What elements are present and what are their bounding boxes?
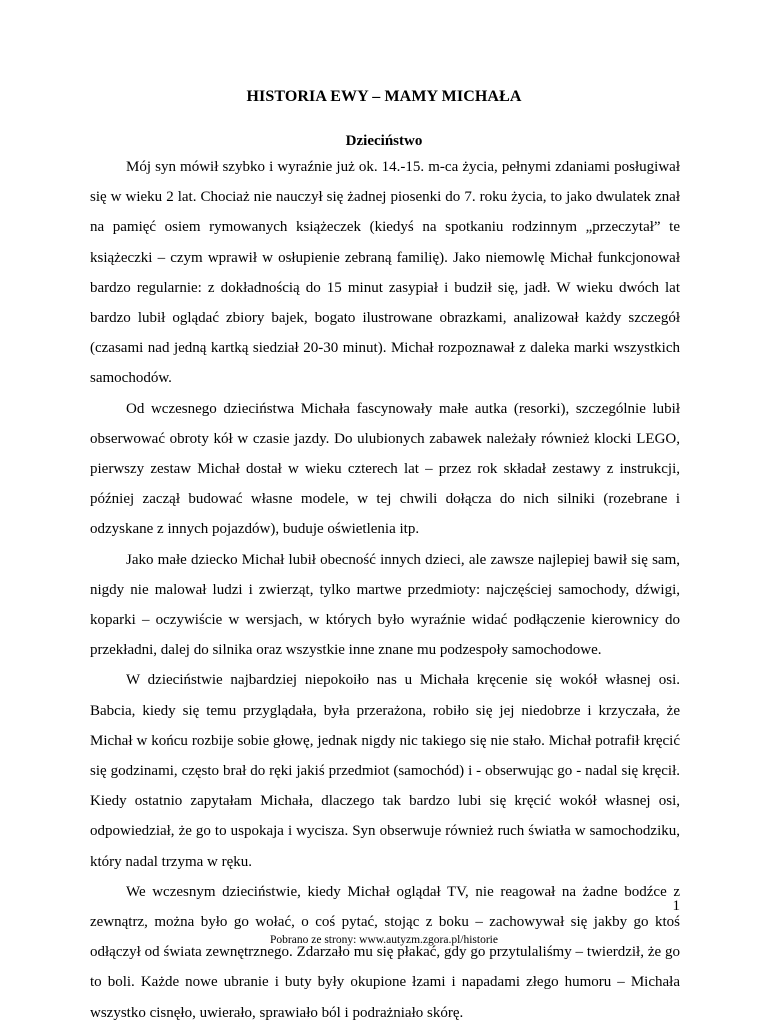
body-text: [90, 152, 680, 1028]
page-number: 1: [672, 898, 680, 914]
paragraph: Jako małe dziecko Michał lubił obecność innych dzieci, ale zawsze najlepiej bawił się sam, nigdy nie malował ludzi i zwierząt, tylko martwe przedmioty: najczęściej samochody, dźwigi, koparki – oczywiście w wersjach, w których było wyraźnie widać podłączenie kierownicy do przekładni, dalej do silnika oraz wszystkie inne znane mu podzespoły samochodowe.: [90, 551, 680, 659]
page-footer: Pobrano ze strony: www.autyzm.zgora.pl/historie: [270, 934, 498, 946]
paragraph: Od wczesnego dzieciństwa Michała fascynowały małe autka (resorki), szczególnie lubił obserwować obroty kół w czasie jazdy. Do ulubionych zabawek należały również klocki LEGO, pierwszy zestaw Michał dostał w wieku czterech lat – przez rok składał zestawy z instrukcji, później zaczął budować własne modele, w tej chwili dołącza do nich silniki (rozebrane i odzyskane z innych pojazdów), buduje oświetlenia itp.: [90, 400, 680, 538]
paragraph: W dzieciństwie najbardziej niepokoiło nas u Michała kręcenie się wokół własnej osi. Babcia, kiedy się temu przyglądała, była przerażona, robiło się jej niedobrze i krzyczała, że Michał w końcu rozbije sobie głowę, jednak nigdy nic takiego się nie stało. Michał potrafił kręcić się godzinami, często brał do ręki jakiś przedmiot (samochód) i - obserwując go - nadal się kręcił. Kiedy ostatnio zapytałam Michała, dlaczego tak bardzo lubi się kręcić wokół własnej osi, odpowiedział, że go to uspokaja i wycisza. Syn obserwuje również ruch światła w samochodziku, który nadal trzyma w ręku.: [90, 672, 680, 870]
paragraph: Mój syn mówił szybko i wyraźnie już ok. 14.-15. m-ca życia, pełnymi zdaniami posługiwał się w wieku 2 lat. Chociaż nie nauczył się żadnej piosenki do 7. roku życia, to jako dwulatek znał na pamięć osiem rymowanych książeczek (kiedyś na spotkaniu rodzinnym „przeczytał” te książeczki – czym wprawił w osłupienie zebraną familię). Jako niemowlę Michał funkcjonował bardzo regularnie: z dokładnością do 15 minut zasypiał i budził się, jadł. W wieku dwóch lat bardzo lubił oglądać zbiory bajek, bogato ilustrowane obrazkami, analizował każdy szczegół (czasami nad jedną kartką siedział 20-30 minut). Michał rozpoznawał z daleka marki wszystkich samochodów.: [90, 159, 680, 387]
paragraph: We wczesnym dzieciństwie, kiedy Michał oglądał TV, nie reagował na żadne bodźce z zewnątrz, można było go wołać, o coś pytać, stojąc z boku – zachowywał się jakby go ktoś odłączył od świata zewnętrznego. Zdarzało mu się płakać, gdy go przytulaliśmy – twierdził, że go to boli. Każde nowe ubranie i buty były okupione łzami i napadami złego humoru – Michała wszystko cisnęło, uwierało, sprawiało ból i podrażniało skórę.: [90, 883, 680, 1021]
document-title: HISTORIA EWY – MAMY MICHAŁA: [246, 88, 522, 105]
section-heading: Dzieciństwo: [345, 133, 423, 149]
